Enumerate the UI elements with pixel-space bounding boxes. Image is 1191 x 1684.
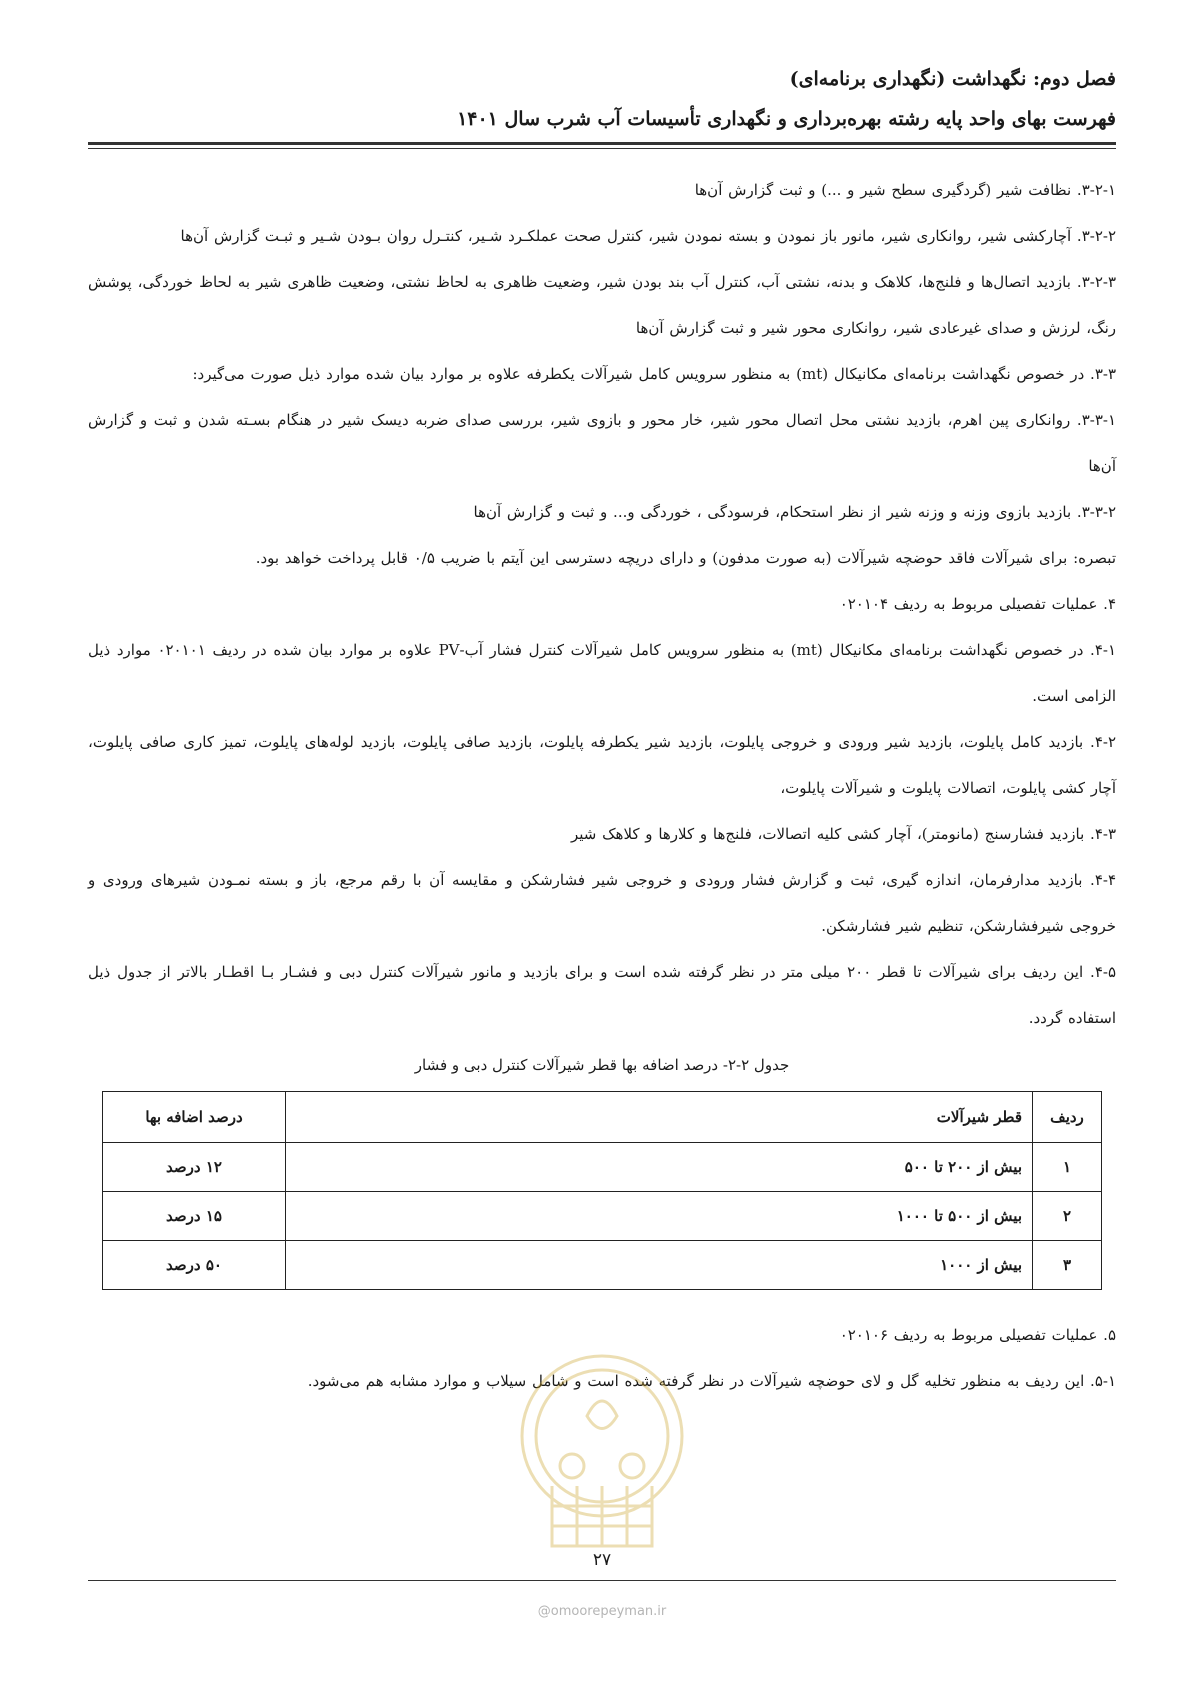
header-percent: درصد اضافه بها — [103, 1092, 286, 1143]
seal-watermark-icon — [512, 1346, 692, 1572]
table-row — [103, 1143, 1102, 1192]
row-number: ۲ — [1033, 1192, 1102, 1241]
clause-5-1: ۵-۱. این ردیف به منظور تخلیه گل و لای حوضچه شیرآلات در نظر گرفته شده است و شامل سیلاب و موارد مشابه هم می‌شود. — [307, 1372, 1116, 1390]
surcharge-table — [102, 1091, 1102, 1290]
page-number: ۲۷ — [592, 1550, 612, 1570]
clause-3-3-2: ۳-۳-۲. بازدید بازوی وزنه و وزنه شیر از نظر استحکام، فرسودگی ، خوردگی و... و ثبت و گزارش آن‌ها — [473, 503, 1116, 521]
diameter-cell: بیش از ۵۰۰ تا ۱۰۰۰ — [286, 1192, 1033, 1241]
table-caption: جدول ۲-۲- درصد اضافه بها قطر شیرآلات کنترل دبی و فشار — [414, 1056, 790, 1074]
site-watermark: @omoorepeyman.ir — [537, 1604, 667, 1619]
section-4-heading: ۴. عملیات تفصیلی مربوط به ردیف ۰۲۰۱۰۴ — [839, 595, 1116, 613]
clause-4-2: ۴-۲. بازدید کامل پایلوت، بازدید شیر ورودی و خروجی پایلوت، بازدید شیر یکطرفه پایلوت، بازدید صافی پایلوت، بازدید لوله‌های پایلوت، تمیز کاری صافی پایلوت، آچار کشی پایلوت، اتصالات پایلوت و شیرآلات پایلوت، — [88, 733, 1116, 797]
table-row — [103, 1241, 1102, 1290]
chapter-title: فصل دوم: نگهداشت (نگهداری برنامه‌ای) — [789, 68, 1116, 90]
body-text — [88, 167, 1116, 1041]
header-divider — [88, 142, 1116, 149]
percent-cell: ۱۵ درصد — [103, 1192, 286, 1241]
clause-3-3: ۳-۳. در خصوص نگهداشت برنامه‌ای مکانیکال (mt) به منظور سرویس کامل شیرآلات یکطرفه علاوه بر موارد بیان شده موارد ذیل صورت می‌گیرد: — [192, 365, 1116, 383]
clause-4-3: ۴-۳. بازدید فشارسنج (مانومتر)، آچار کشی کلیه اتصالات، فلنج‌ها و کلارها و کلاهک شیر — [570, 825, 1116, 843]
price-list-title: فهرست بهای واحد پایه رشته بهره‌برداری و نگهداری تأسیسات آب شرب سال ۱۴۰۱ — [457, 108, 1116, 130]
clause-4-1: ۴-۱. در خصوص نگهداشت برنامه‌ای مکانیکال (mt) به منظور سرویس کامل شیرآلات کنترل فشار آب-PV علاوه بر موارد بیان شده در ردیف ۰۲۰۱۰۱ موارد ذیل الزامی است. — [88, 641, 1117, 705]
clause-4-4: ۴-۴. بازدید مدارفرمان، اندازه گیری، ثبت و گزارش فشار ورودی و خروجی شیر فشارشکن و مقایسه آن با رقم مرجع، باز و بسته نمـودن شیرهای ورودی و خروجی شیرفشارشکن، تنظیم شیر فشارشکن. — [88, 871, 1117, 935]
document-page — [88, 56, 1116, 1656]
clause-4-5: ۴-۵. این ردیف برای شیرآلات تا قطر ۲۰۰ میلی متر در نظر گرفته شده است و برای بازدید و مانور شیرآلات کنترل دبی و فشـار بـا اقطـار بالاتر از جدول ذیل استفاده گردد. — [88, 963, 1116, 1027]
table-row — [103, 1192, 1102, 1241]
percent-cell: ۱۲ درصد — [103, 1143, 286, 1192]
diameter-cell: بیش از ۱۰۰۰ — [286, 1241, 1033, 1290]
table-header-row — [103, 1092, 1102, 1143]
row-number: ۱ — [1033, 1143, 1102, 1192]
footer-divider — [88, 1580, 1116, 1581]
row-number: ۳ — [1033, 1241, 1102, 1290]
section-5-heading: ۵. عملیات تفصیلی مربوط به ردیف ۰۲۰۱۰۶ — [839, 1326, 1116, 1344]
percent-cell: ۵۰ درصد — [103, 1241, 286, 1290]
clause-3-2-3: ۳-۲-۳. بازدید اتصال‌ها و فلنج‌ها، کلاهک و بدنه، نشتی آب، کنترل آب بند بودن شیر، وضعیت ظاهری به لحاظ نشتی، وضعیت ظاهری شیر به لحاظ خوردگی، پوشش رنگ، لرزش و صدای غیرعادی شیر، روانکاری محور شیر و ثبت گزارش آن‌ها — [88, 273, 1116, 337]
note-paragraph: تبصره: برای شیرآلات فاقد حوضچه شیرآلات (به صورت مدفون) و دارای دریچه دسترسی این آیتم با ضریب ۰/۵ قابل پرداخت خواهد بود. — [255, 549, 1116, 567]
clause-3-2-1: ۳-۲-۱. نظافت شیر (گردگیری سطح شیر و ...) و ثبت گزارش آن‌ها — [694, 181, 1116, 199]
clause-3-2-2: ۳-۲-۲. آچارکشی شیر، روانکاری شیر، مانور باز نمودن و بسته نمودن شیر، کنترل صحت عملکـرد شـیر، کنتـرل روان بـودن شـیر و ثبـت گزارش آن‌ها — [180, 227, 1116, 245]
clause-3-3-1: ۳-۳-۱. روانکاری پین اهرم، بازدید نشتی محل اتصال محور شیر، خار محور و بازوی شیر، بررسی صدای ضربه دیسک شیر در هنگام بسـته شدن و ثبت و گزارش آن‌ها — [88, 411, 1116, 475]
header-diameter: قطر شیرآلات — [286, 1092, 1033, 1143]
diameter-cell: بیش از ۲۰۰ تا ۵۰۰ — [286, 1143, 1033, 1192]
header-row-number: ردیف — [1033, 1092, 1102, 1143]
